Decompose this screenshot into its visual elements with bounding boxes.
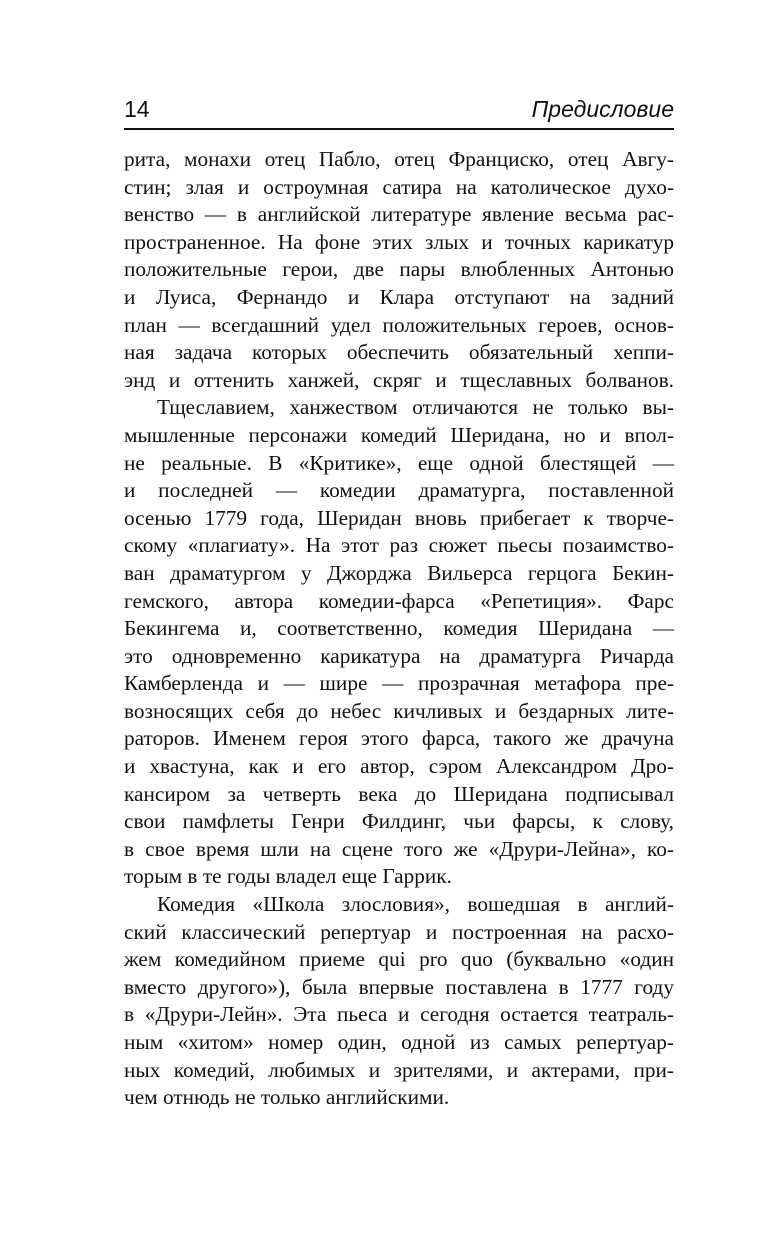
text-line: ных комедий, любимых и зрителями, и актерами, при-	[124, 1057, 674, 1082]
text-line: раторов. Именем героя этого фарса, такого же драчуна	[124, 726, 674, 751]
text-line: Камберленда и — шире — прозрачная метафора пре-	[124, 671, 674, 696]
body-text	[124, 146, 674, 1112]
text-line: Тщеславием, ханжеством отличаются не только вы-	[157, 395, 674, 420]
text-line: возносящих себя до небес кичливых и бездарных лите-	[124, 698, 674, 723]
text-line: чем отнюдь не только английскими.	[124, 1085, 450, 1110]
text-line: это одновременно карикатура на драматурга Ричарда	[124, 643, 674, 668]
text-line: ский классический репертуар и построенная на расхо-	[124, 919, 674, 944]
text-line: и хвастуна, как и его автор, сэром Александром Дро-	[124, 754, 674, 779]
text-line: план — всегдашний удел положительных героев, основ-	[124, 312, 674, 337]
text-line: положительные герои, две пары влюбленных Антонью	[124, 257, 674, 282]
text-line: кансиром за четверть века до Шеридана подписывал	[124, 781, 674, 806]
text-line: венство — в английской литературе явление весьма рас-	[124, 202, 674, 227]
text-line: и Луиса, Фернандо и Клара отступают на задний	[124, 284, 674, 309]
text-line: Комедия «Школа злословия», вошедшая в англий-	[157, 892, 674, 917]
paragraph-3	[124, 891, 674, 1112]
text-line: энд и оттенить ханжей, скряг и тщеславных болванов.	[124, 367, 674, 392]
text-line: ван драматургом у Джорджа Вильерса герцога Бекин-	[124, 560, 674, 585]
text-line: мышленные персонажи комедий Шеридана, но и впол-	[124, 422, 674, 447]
section-title: Предисловие	[531, 96, 674, 122]
text-line: жем комедийном приеме qui pro quo (буквально «один	[124, 947, 674, 972]
text-line: стин; злая и остроумная сатира на католическое духо-	[124, 174, 674, 199]
text-line: скому «плагиату». На этот раз сюжет пьесы позаимство-	[124, 533, 674, 558]
text-line: ная задача которых обеспечить обязательный хеппи-	[124, 340, 674, 365]
text-line: пространенное. На фоне этих злых и точных карикатур	[124, 229, 674, 254]
paragraph-1	[124, 146, 674, 394]
text-line: гемского, автора комедии-фарса «Репетиция». Фарс	[124, 588, 674, 613]
paragraph-2	[124, 394, 674, 891]
text-line: ным «хитом» номер один, одной из самых репертуар-	[124, 1030, 674, 1054]
text-line: в «Друри-Лейн». Эта пьеса и сегодня остается театраль-	[124, 1002, 674, 1027]
running-header	[124, 94, 674, 130]
text-line: осенью 1779 года, Шеридан вновь прибегает к творче-	[124, 505, 674, 530]
text-line: не реальные. В «Критике», еще одной блестящей —	[124, 450, 674, 475]
text-line: в свое время шли на сцене того же «Друри-Лейна», ко-	[124, 836, 674, 861]
page-number: 14	[124, 96, 150, 122]
text-line: торым в те годы владел еще Гаррик.	[124, 864, 452, 889]
text-line: вместо другого»), была впервые поставлена в 1777 году	[124, 974, 674, 999]
text-line: рита, монахи отец Пабло, отец Франциско, отец Авгу-	[124, 147, 674, 171]
text-line: и последней — комедии драматурга, поставленной	[124, 478, 674, 503]
text-line: свои памфлеты Генри Филдинг, чьи фарсы, к слову,	[124, 809, 674, 834]
text-line: Бекингема и, соответственно, комедия Шеридана —	[124, 616, 674, 641]
